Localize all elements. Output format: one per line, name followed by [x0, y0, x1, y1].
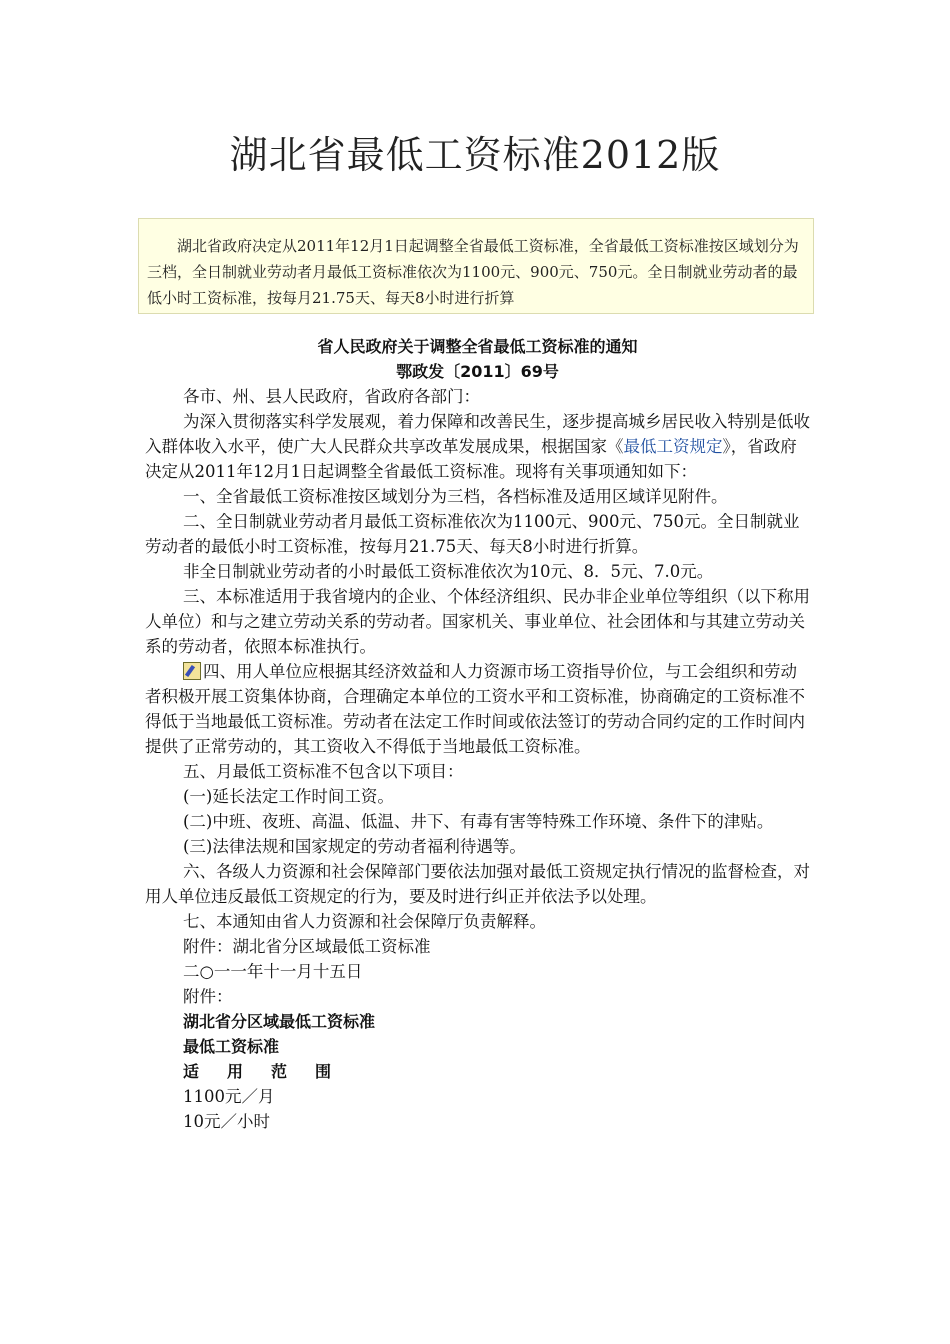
- item-4: [145, 659, 810, 759]
- item-2: 二、全日制就业劳动者月最低工资标准依次为1100元、900元、750元。全日制就业劳动者的最低小时工资标准，按每月21.75天、每天8小时进行折算。: [145, 512, 800, 556]
- item-5: 五、月最低工资标准不包含以下项目：: [183, 762, 464, 781]
- item-1: 一、全省最低工资标准按区域划分为三档，各档标准及适用区域详见附件。: [183, 487, 728, 506]
- notice-title: 省人民政府关于调整全省最低工资标准的通知: [317, 337, 638, 356]
- salutation: 各市、州、县人民政府，省政府各部门：: [183, 387, 480, 406]
- edit-icon[interactable]: [183, 662, 201, 680]
- issue-date: 二○一一年十一月十五日: [183, 962, 363, 981]
- item-5-a: (一)延长法定工作时间工资。: [183, 787, 394, 806]
- item-6: 六、各级人力资源和社会保障部门要依法加强对最低工资规定执行情况的监督检查，对用人单位违反最低工资规定的行为，要及时进行纠正并依法予以处理。: [145, 862, 810, 906]
- attachment-note: 附件：湖北省分区域最低工资标准: [183, 937, 431, 956]
- item-2-part-time: 非全日制就业劳动者的小时最低工资标准依次为10元、8．5元、7.0元。: [183, 562, 714, 581]
- value-hourly: 10元／小时: [183, 1112, 270, 1131]
- item-7: 七、本通知由省人力资源和社会保障厅负责解释。: [183, 912, 546, 931]
- table-header-scope: 适用范围: [183, 1062, 360, 1081]
- summary-box: 湖北省政府决定从2011年12月1日起调整全省最低工资标准，全省最低工资标准按区域划分为三档，全日制就业劳动者月最低工资标准依次为1100元、900元、750元。全日制就业劳动者的最低小时工资标准，按每月21.75天、每天8小时进行折算: [138, 218, 814, 314]
- value-monthly: 1100元／月: [183, 1087, 275, 1106]
- regulation-link[interactable]: 最低工资规定: [623, 437, 723, 456]
- intro-text-before: 为深入贯彻落实科学发展观，着力保障和改善民生，逐步提高城乡居民收入特别是低收入群体收入水平，使广大人民群众共享改革发展成果，根据国家《: [145, 412, 810, 456]
- item-5-b: (二)中班、夜班、高温、低温、井下、有毒有害等特殊工作环境、条件下的津贴。: [183, 812, 774, 831]
- table-header-standard: 最低工资标准: [183, 1037, 280, 1056]
- item-5-c: (三)法律法规和国家规定的劳动者福利待遇等。: [183, 837, 526, 856]
- intro-text-after: 》，省政府决定从2011年12月1日起调整全省最低工资标准。现将有关事项通知如下：: [145, 437, 797, 481]
- attachment-label: 附件：: [183, 987, 233, 1006]
- notice-body: [145, 334, 810, 1134]
- item-3: 三、本标准适用于我省境内的企业、个体经济组织、民办非企业单位等组织（以下称用人单位）和与之建立劳动关系的劳动者。国家机关、事业单位、社会团体和与其建立劳动关系的劳动者，依照本标准执行。: [145, 587, 810, 656]
- attachment-title: 湖北省分区域最低工资标准: [183, 1012, 376, 1031]
- item-4-text: 四、用人单位应根据其经济效益和人力资源市场工资指导价位，与工会组织和劳动者积极开展工资集体协商，合理确定本单位的工资水平和工资标准，协商确定的工资标准不得低于当地最低工资标准。劳动者在法定工作时间或依法签订的劳动合同约定的工作时间内提供了正常劳动的，其工资收入不得低于当地最低工资标准。: [145, 662, 805, 756]
- doc-number: 鄂政发〔2011〕69号: [396, 362, 559, 381]
- intro-paragraph: [145, 409, 810, 484]
- page-title: 湖北省最低工资标准2012版: [229, 133, 721, 177]
